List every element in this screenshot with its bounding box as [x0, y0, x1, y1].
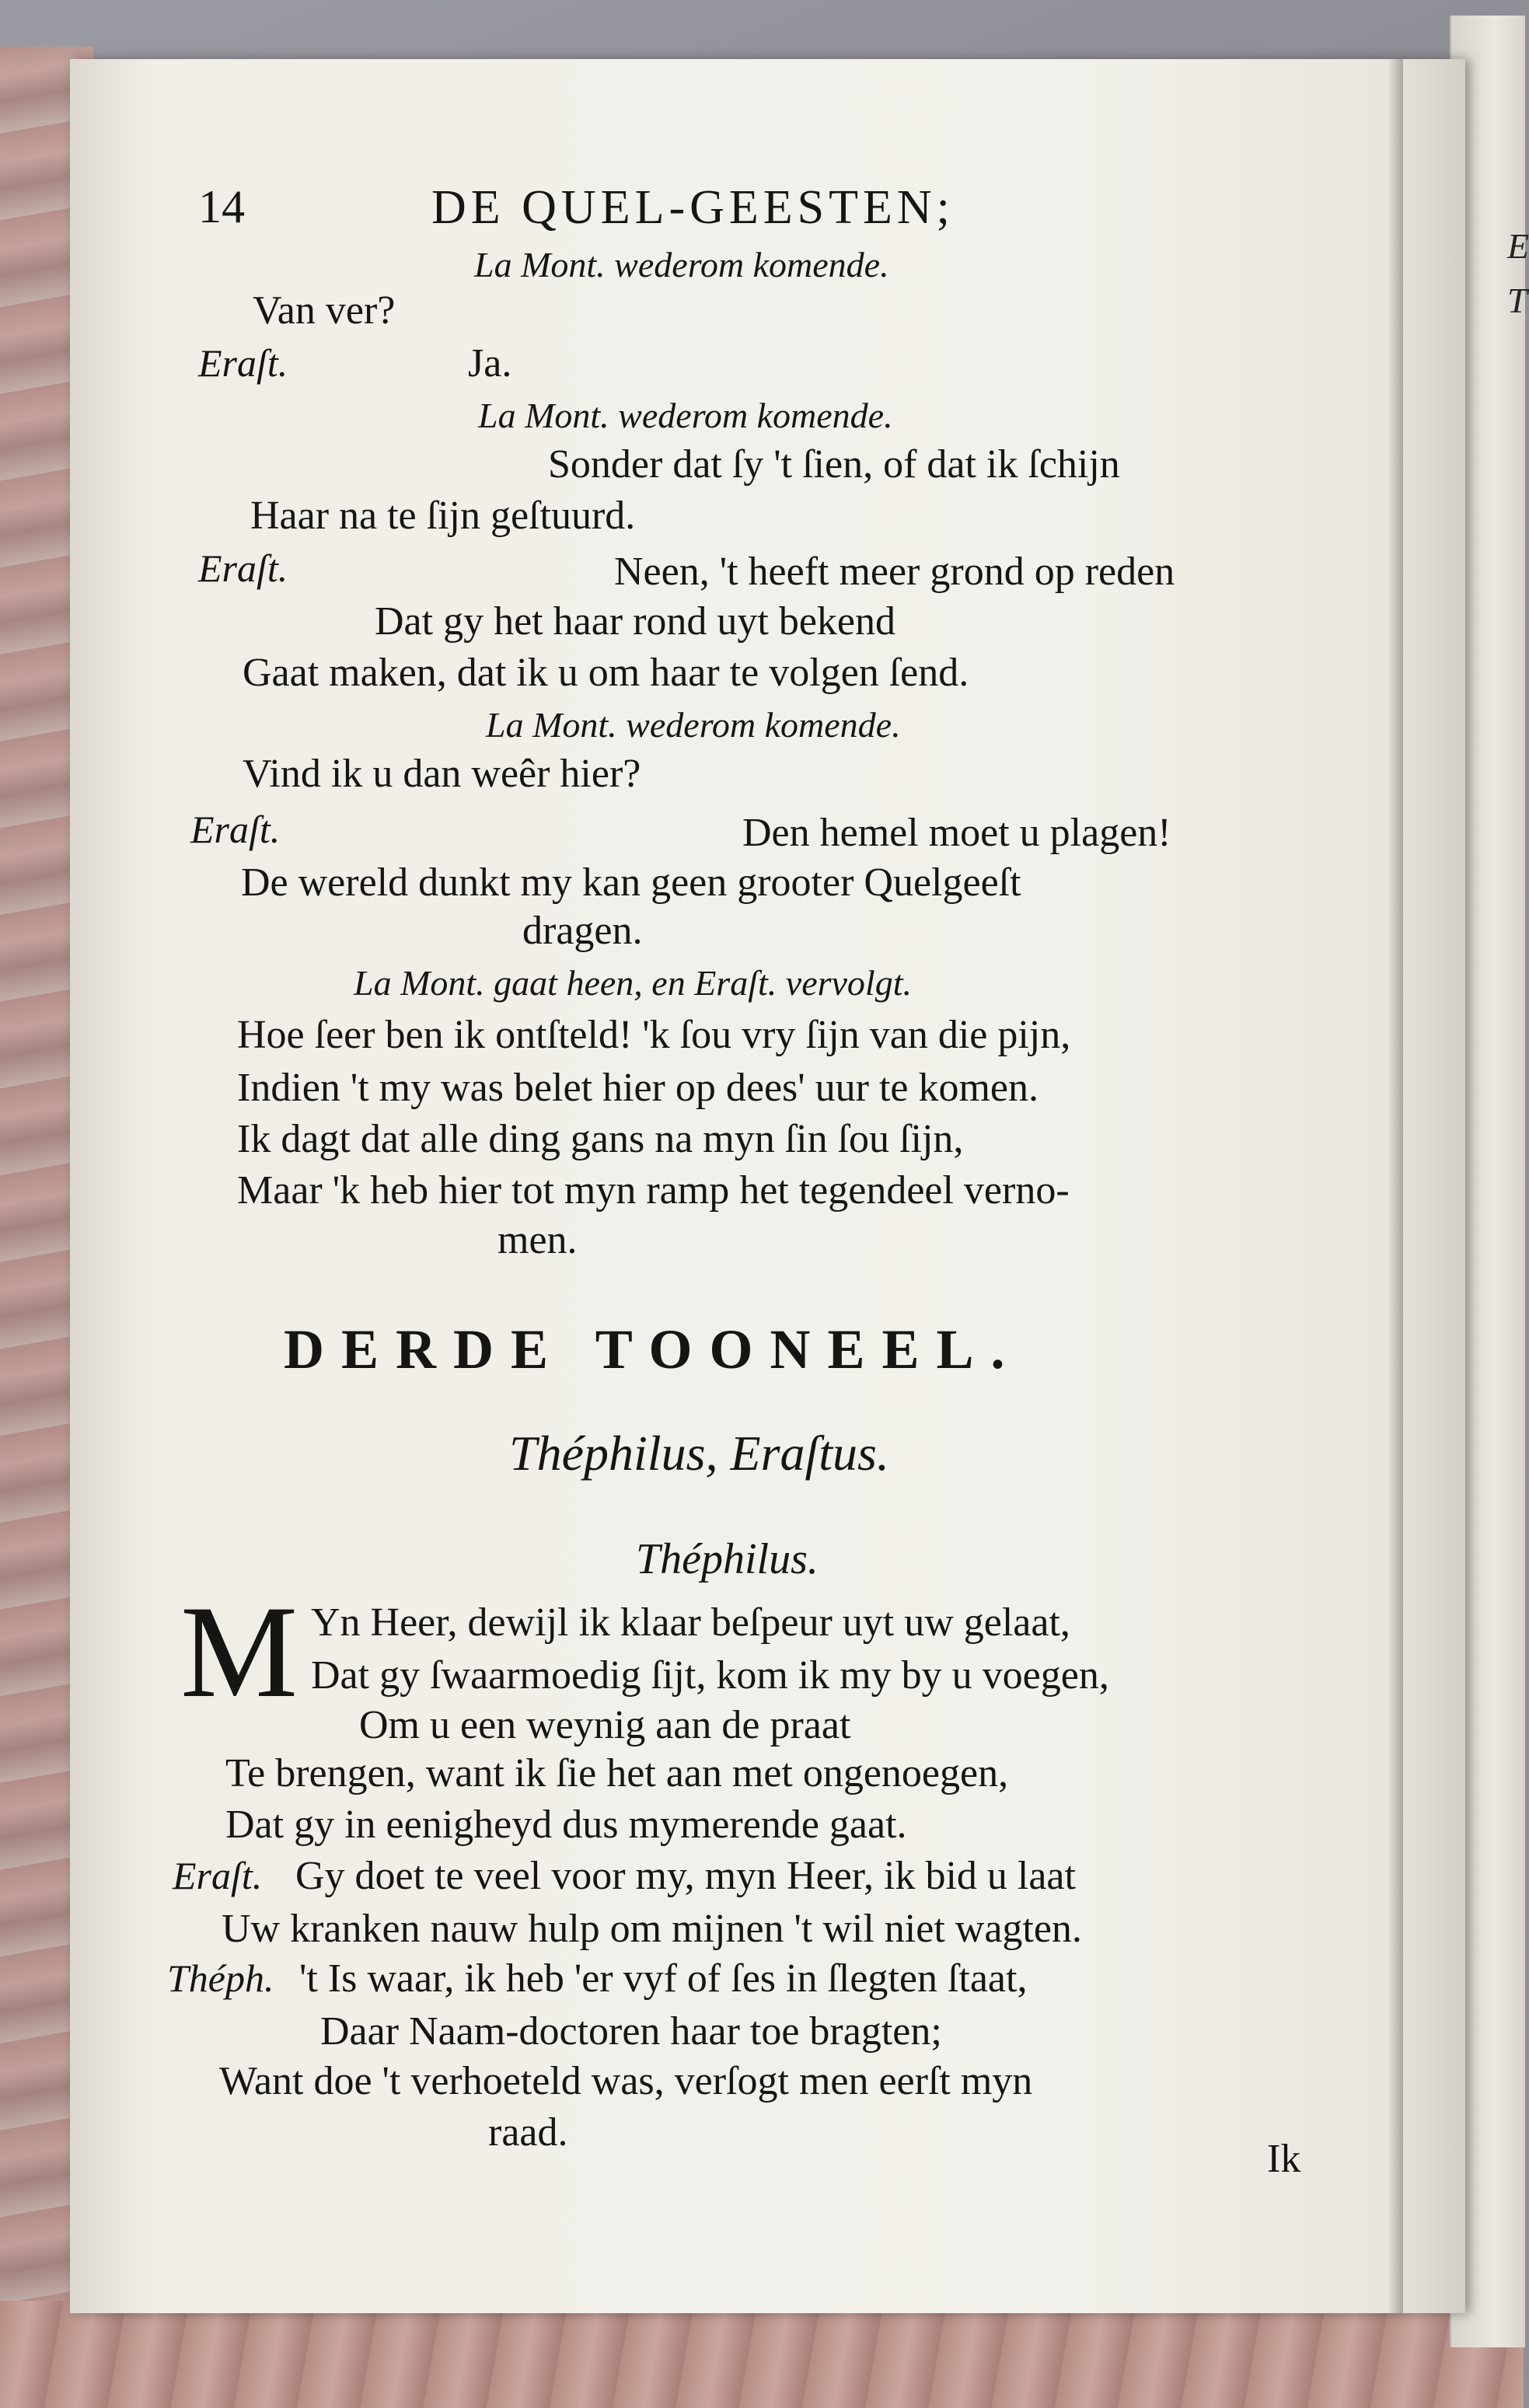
- verse-line: Vind ik u dan weêr hier?: [243, 752, 641, 796]
- marbled-cover-bottom: [0, 2301, 1524, 2408]
- verse-line: Daar Naam-doctoren haar toe bragten;: [320, 2009, 942, 2054]
- verse-line: Om u een weynig aan de praat: [359, 1703, 851, 1747]
- verse-line: Indien 't my was belet hier op dees' uur te komen.: [237, 1066, 1039, 1110]
- stage-direction: La Mont. wederom komende.: [478, 396, 893, 435]
- speaker-tag: Eraſt.: [198, 341, 288, 385]
- verse-line: Dat gy het haar rond uyt bekend: [375, 599, 896, 644]
- verse-line: Sonder dat ſy 't ſien, of dat ik ſchijn: [548, 442, 1120, 487]
- speaker-tag: Eraſt.: [173, 1854, 263, 1897]
- verse-line: Gaat maken, dat ik u om haar te volgen ſend.: [243, 651, 969, 695]
- verse-line: Maar 'k heb hier tot myn ramp het tegendeel verno-: [237, 1168, 1070, 1213]
- verse-line: Dat gy ſwaarmoedig ſijt, kom ik my by u voegen,: [311, 1653, 1109, 1698]
- verse-line: Hoe ſeer ben ik ontſteld! 'k ſou vry ſijn van die pijn,: [237, 1013, 1071, 1057]
- verse-line: Haar na te ſijn geſtuurd.: [250, 494, 636, 538]
- verse-line: Neen, 't heeft meer grond op reden: [614, 550, 1175, 594]
- catchword: Ik: [1267, 2137, 1301, 2181]
- verse-line: De wereld dunkt my kan geen grooter Quelgeeſt: [241, 860, 1021, 905]
- page-gutter-shadow: [1388, 59, 1403, 2313]
- verse-line: Ja.: [468, 341, 512, 386]
- verse-line: Uw kranken nauw hulp om mijnen 't wil niet wagten.: [222, 1907, 1082, 1951]
- verse-line: Gy doet te veel voor my, myn Heer, ik bid u laat: [295, 1854, 1076, 1898]
- verse-line: Den hemel moet u plagen!: [742, 811, 1171, 855]
- verse-line: dragen.: [522, 909, 643, 953]
- speaker-tag: Eraſt.: [190, 808, 281, 851]
- verse-line: raad.: [488, 2110, 568, 2155]
- drop-cap: M: [180, 1579, 298, 1725]
- facing-page-letter: E: [1507, 226, 1529, 266]
- running-title: DE QUEL-GEESTEN;: [431, 181, 955, 234]
- verse-line: Yn Heer, dewijl ik klaar beſpeur uyt uw gelaat,: [311, 1600, 1070, 1645]
- verse-line: Te brengen, want ik ſie het aan met ongenoegen,: [225, 1751, 1009, 1796]
- verse-line: Van ver?: [253, 288, 396, 333]
- page-number: 14: [198, 181, 245, 232]
- speaker-tag: Eraſt.: [198, 546, 288, 590]
- verse-line: Dat gy in eenigheyd dus mymerende gaat.: [225, 1803, 907, 1847]
- facing-page-letter: T: [1507, 281, 1527, 320]
- stage-direction: La Mont. wederom komende.: [486, 705, 901, 745]
- verse-line: Ik dagt dat alle ding gans na myn ſin ſou ſijn,: [237, 1117, 964, 1161]
- stage-direction: La Mont. gaat heen, en Eraſt. vervolgt.: [354, 963, 912, 1003]
- verse-line: 't Is waar, ik heb 'er vyf of ſes in ſlegten ſtaat,: [299, 1956, 1028, 2001]
- speaker-tag: Théph.: [167, 1956, 274, 2000]
- verse-line: men.: [497, 1218, 578, 1262]
- verse-line: Want doe 't verhoeteld was, verſogt men eerſt myn: [219, 2059, 1033, 2103]
- scene-title: DERDE TOONEEL.: [284, 1318, 1022, 1380]
- stage-direction: La Mont. wederom komende.: [474, 245, 889, 284]
- speaker-heading: Théphilus.: [636, 1535, 819, 1583]
- character-list: Théphilus, Eraſtus.: [509, 1426, 889, 1481]
